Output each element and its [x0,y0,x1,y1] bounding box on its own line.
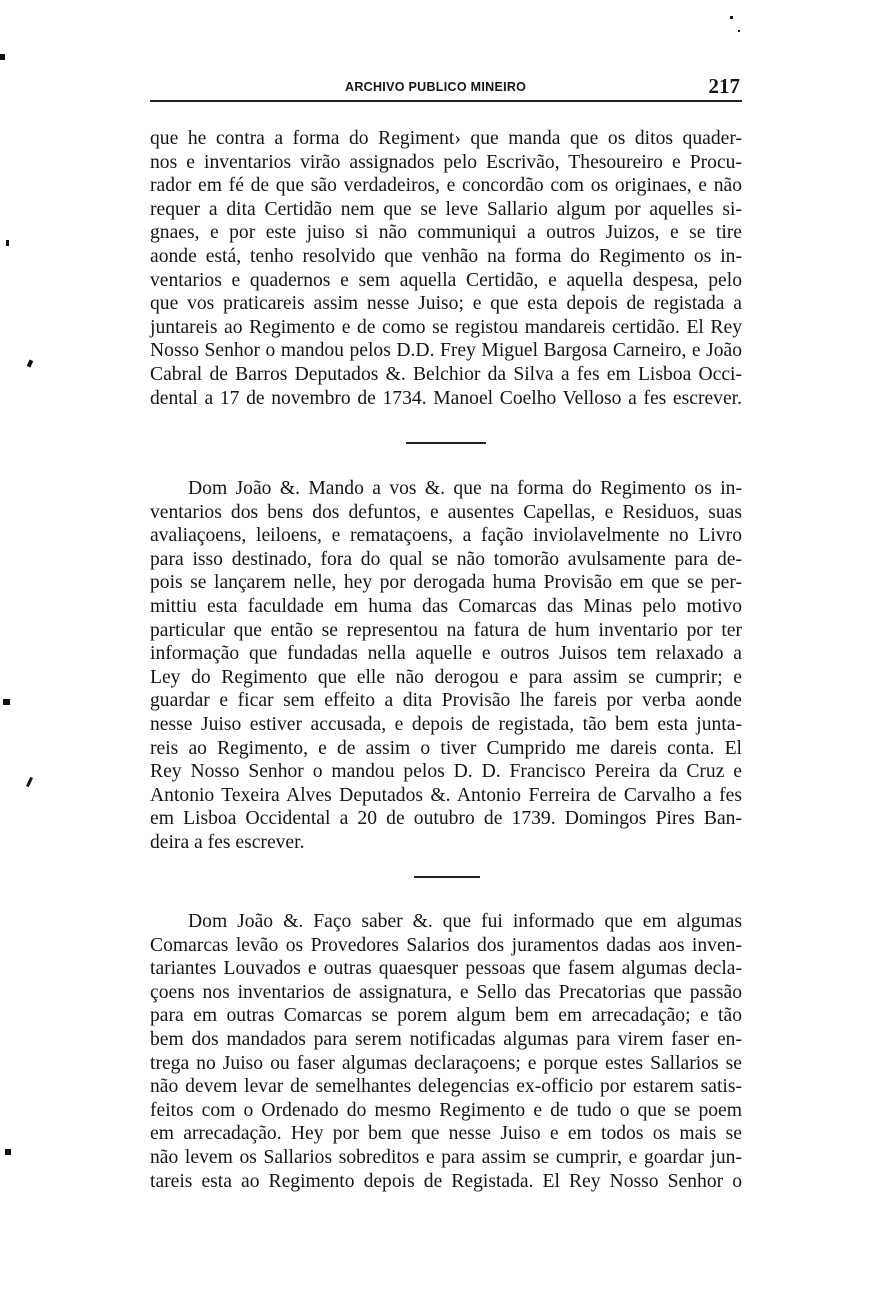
text-line: em arrecadação. Hey por bem que nesse Juiso e em todos os mais se [150,1123,742,1145]
scan-speck [5,1149,11,1155]
text-line: feitos com o Ordenado do mesmo Regimento e de tudo o que se poem [150,1099,742,1121]
text-line: Cabral de Barros Deputados &. Belchior da Silva a fes em Lisboa Occi- [150,363,742,385]
paragraph-1 [150,127,742,410]
scan-speck [0,54,5,60]
text-line: aonde está, tenho resolvido que venhão na forma do Regimento os in- [150,245,742,267]
text-line: para isso destinado, fora do qual se não tomorão avulsamente para de- [150,548,742,570]
text-line: mittiu esta faculdade em huma das Comarcas das Minas pelo motivo [150,595,742,617]
text-line: dental a 17 de novembro de 1734. Manoel Coelho Velloso a fes escrever. [150,387,742,409]
text-line: pois se lançarem nelle, hey por derogada huma Provisão em que se per- [150,572,742,594]
scan-speck [6,240,9,246]
paragraph-2 [150,477,742,855]
text-line: reis ao Regimento, e de assim o tiver Cumprido me dareis conta. El [150,737,742,759]
text-line: nesse Juiso estiver accusada, e depois de registada, tão bem esta junta- [150,713,742,735]
paragraph-3 [150,910,742,1193]
text-line: tariantes Louvados e outras quaesquer pessoas que fasem algumas decla- [150,958,742,980]
text-line: que vos praticareis assim nesse Juiso; e que esta depois de registada a [150,293,742,315]
text-line: trega no Juiso ou faser algumas declaraçoens; e porque estes Sallarios se [150,1052,742,1074]
text-line: não devem levar de semelhantes delegencias ex-officio por estarem satis- [150,1076,742,1098]
text-line: bem dos mandados para serem notificadas algumas para virem faser en- [150,1028,742,1050]
text-line: guardar e ficar sem effeito a dita Provisão lhe fareis por verba aonde [150,690,742,712]
text-line: deira a fes escrever. [150,831,305,853]
text-line: Nosso Senhor o mandou pelos D.D. Frey Miguel Bargosa Carneiro, e João [150,340,742,362]
scan-speck [3,699,10,705]
text-line: gnaes, e por este juiso si não communiqui a outros Juizos, e se tire [150,222,742,244]
text-line: Dom João &. Faço saber &. que fui informado que em algumas [188,911,742,932]
page-header [150,74,742,102]
text-line: Comarcas levão os Provedores Salarios dos juramentos dadas aos inven- [150,934,742,956]
text-line: ventarios dos bens dos defuntos, e ausentes Capellas, e Residuos, suas [150,501,742,523]
text-line: em Lisboa Occidental a 20 de outubro de 1739. Domingos Pires Ban- [150,808,742,830]
running-title: ARCHIVO PUBLICO MINEIRO [345,80,527,94]
scan-speck [738,30,740,32]
text-line: juntareis ao Regimento e de como se registou mandareis certidão. El Rey [150,316,742,338]
section-divider [414,876,480,878]
text-line: çoens nos inventarios de assignatura, e Sello das Precatorias que passão [150,981,742,1003]
text-line: nos e inventarios virão assignados pelo Escrivão, Thesoureiro e Procu- [150,151,742,173]
text-line: Rey Nosso Senhor o mandou pelos D. D. Francisco Pereira da Cruz e [150,761,742,783]
text-line: ventarios e quadernos e sem aquella Certidão, e aquella despesa, pelo [150,269,742,291]
scan-speck [730,16,733,19]
text-line: tareis esta ao Regimento depois de Registada. El Rey Nosso Senhor o [150,1170,742,1192]
text-line: informação que fundadas nella aquelle e outros Juisos tem relaxado a [150,643,742,665]
text-line: Ley do Regimento que elle não derogou e para assim se cumprir; e [150,666,742,688]
text-line: avaliaçoens, leiloens, e remataçoens, a fação inviolavelmente no Livro [150,525,742,547]
scan-speck [27,359,34,367]
text-line: rador em fé de que são verdadeiros, e concordão com os originaes, e não [150,175,742,197]
scan-speck [26,777,33,787]
text-line: para em outras Comarcas se porem algum bem em arrecadação; e tão [150,1005,742,1027]
page-number: 217 [708,74,740,98]
text-line: Antonio Texeira Alves Deputados &. Antonio Ferreira de Carvalho a fes [150,784,742,806]
text-line: não levem os Sallarios sobreditos e para assim se cumprir, e goardar jun- [150,1146,742,1168]
text-line: que he contra a forma do Regiment› que manda que os ditos quader- [150,128,742,149]
text-line: requer a dita Certidão nem que se leve Sallario algum por aquelles si- [150,198,742,220]
text-line: Dom João &. Mando a vos &. que na forma do Regimento os in- [188,478,742,499]
text-line: particular que então se representou na fatura de hum inventario por ter [150,619,742,641]
section-divider [406,442,486,444]
